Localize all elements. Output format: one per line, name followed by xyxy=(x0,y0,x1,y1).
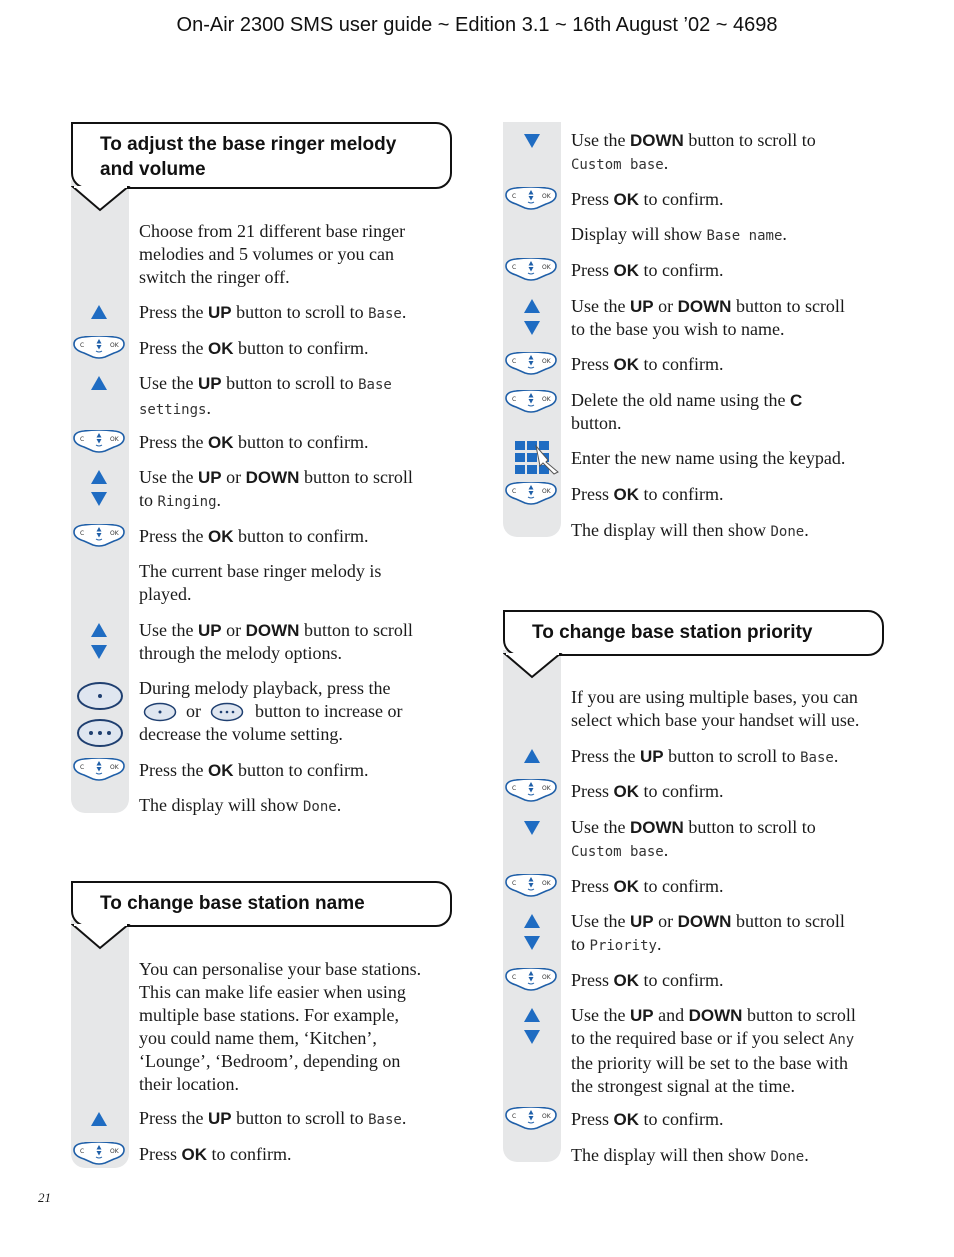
navigation-key-icon xyxy=(72,430,128,454)
ringer-title-line2: and volume xyxy=(100,159,206,180)
ringer-step-11: The display will show Done. xyxy=(139,795,342,815)
page-header: On-Air 2300 SMS user guide ~ Edition 3.1 ~ 16th August ’02 ~ 4698 xyxy=(176,14,778,36)
priority-step-5: Use the UP or DOWN button to scroll to Priority. xyxy=(571,911,845,954)
priority-intro: If you are using multiple bases, you can select which base your handset will use. xyxy=(571,687,860,730)
navigation-key-icon xyxy=(504,482,560,506)
name-step-2: Press OK to confirm. xyxy=(139,1144,292,1164)
down-arrow-icon xyxy=(91,645,107,659)
name-step-3: Use the DOWN button to scroll to Custom base. xyxy=(571,130,816,173)
name-step-11: Press OK to confirm. xyxy=(571,484,724,504)
volume-up-key-icon xyxy=(143,702,177,722)
name-step-9: Delete the old name using the C button. xyxy=(571,390,803,433)
down-arrow-icon xyxy=(524,936,540,950)
priority-section-title: To change base station priority xyxy=(503,610,884,656)
name-intro: You can personalise your base stations. This can make life easier when using multiple base stations. For example, you could name them, ‘Kitchen’, ‘Lounge’, ‘Bedroom’, depending on their location. xyxy=(139,959,422,1094)
navigation-key-icon xyxy=(504,352,560,376)
ringer-step-10: Press the OK button to confirm. xyxy=(139,760,369,780)
name-step-4: Press OK to confirm. xyxy=(571,189,724,209)
navigation-key-icon xyxy=(504,390,560,414)
navigation-key-icon xyxy=(504,968,560,992)
title-tail-icon xyxy=(71,186,131,214)
title-tail-icon xyxy=(503,653,563,681)
volume-down-key-icon xyxy=(76,718,124,748)
navigation-key-icon xyxy=(504,187,560,211)
priority-icon-rail xyxy=(503,650,561,1162)
navigation-key-icon xyxy=(72,336,128,360)
ringer-step-1: Press the UP button to scroll to Base. xyxy=(139,302,407,322)
name-step-10: Enter the new name using the keypad. xyxy=(571,448,846,468)
priority-step-2: Press OK to confirm. xyxy=(571,781,724,801)
ringer-step-9: During melody playback, press the or button to increase or decrease the volume setting. xyxy=(139,678,403,744)
up-arrow-icon xyxy=(524,1008,540,1022)
name-section-title: To change base station name xyxy=(71,881,452,927)
name-step-6: Press OK to confirm. xyxy=(571,260,724,280)
title-tail-icon xyxy=(71,924,131,952)
keypad-icon xyxy=(514,440,562,476)
ringer-step-2: Press the OK button to confirm. xyxy=(139,338,369,358)
priority-step-9: The display will then show Done. xyxy=(571,1145,809,1165)
navigation-key-icon xyxy=(504,874,560,898)
navigation-key-icon xyxy=(72,524,128,548)
priority-step-3: Use the DOWN button to scroll to Custom base. xyxy=(571,817,816,860)
navigation-key-icon xyxy=(504,258,560,282)
navigation-key-icon xyxy=(72,758,128,782)
ringer-step-7: The current base ringer melody is played. xyxy=(139,561,382,604)
ringer-step-3: Use the UP button to scroll to Base settings. xyxy=(139,373,392,418)
up-arrow-icon xyxy=(91,305,107,319)
up-arrow-icon xyxy=(91,376,107,390)
ringer-step-6: Press the OK button to confirm. xyxy=(139,526,369,546)
ringer-step-5: Use the UP or DOWN button to scroll to Ringing. xyxy=(139,467,413,510)
ringer-title-line1: To adjust the base ringer melody xyxy=(100,134,397,155)
name-step-12: The display will then show Done. xyxy=(571,520,809,540)
navigation-key-icon xyxy=(504,779,560,803)
down-arrow-icon xyxy=(524,821,540,835)
volume-up-key-icon xyxy=(76,681,124,711)
navigation-key-icon xyxy=(72,1142,128,1166)
name-step-8: Press OK to confirm. xyxy=(571,354,724,374)
priority-step-7: Use the UP and DOWN button to scroll to the required base or if you select Any the priority will be set to the base with the strongest signal at the time. xyxy=(571,1005,856,1096)
up-arrow-icon xyxy=(524,914,540,928)
priority-step-1: Press the UP button to scroll to Base. xyxy=(571,746,839,766)
priority-step-4: Press OK to confirm. xyxy=(571,876,724,896)
name-step-7: Use the UP or DOWN button to scroll to the base you wish to name. xyxy=(571,296,845,339)
down-arrow-icon xyxy=(524,321,540,335)
ringer-step-8: Use the UP or DOWN button to scroll through the melody options. xyxy=(139,620,413,663)
up-arrow-icon xyxy=(524,749,540,763)
down-arrow-icon xyxy=(524,134,540,148)
priority-step-6: Press OK to confirm. xyxy=(571,970,724,990)
down-arrow-icon xyxy=(91,492,107,506)
down-arrow-icon xyxy=(524,1030,540,1044)
navigation-key-icon xyxy=(504,1107,560,1131)
up-arrow-icon xyxy=(91,623,107,637)
up-arrow-icon xyxy=(91,470,107,484)
ringer-intro: Choose from 21 different base ringer melodies and 5 volumes or you can switch the ringer off. xyxy=(139,221,406,287)
up-arrow-icon xyxy=(91,1112,107,1126)
volume-down-key-icon xyxy=(210,702,244,722)
ringer-step-4: Press the OK button to confirm. xyxy=(139,432,369,452)
up-arrow-icon xyxy=(524,299,540,313)
ringer-section-title xyxy=(71,122,452,189)
name-step-1: Press the UP button to scroll to Base. xyxy=(139,1108,407,1128)
name-step-5: Display will show Base name. xyxy=(571,224,787,244)
priority-step-8: Press OK to confirm. xyxy=(571,1109,724,1129)
page-number: 21 xyxy=(38,1190,51,1205)
name-icon-rail xyxy=(71,920,129,1168)
